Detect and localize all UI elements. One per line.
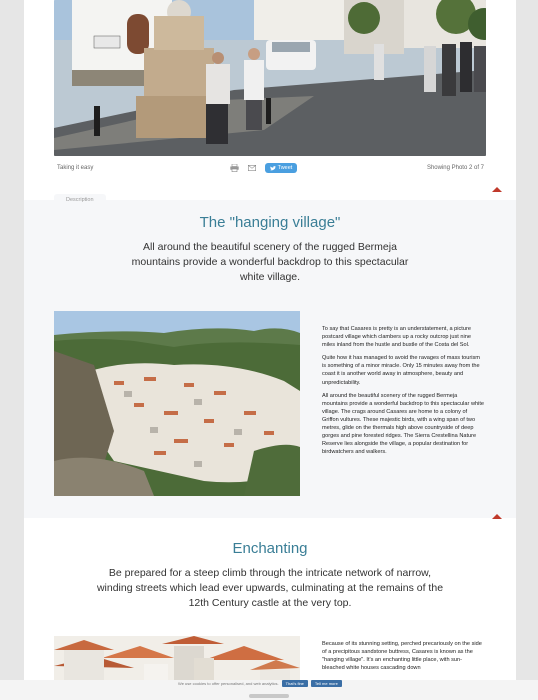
email-icon[interactable]: [248, 165, 256, 171]
back-to-top-arrow-icon[interactable]: [492, 514, 502, 519]
hero-photo[interactable]: [54, 0, 486, 156]
cookie-banner-content: [178, 680, 358, 687]
casares-village-image: [54, 311, 300, 496]
section-lead: Be prepared for a steep climb through the intricate network of narrow, winding streets which lead ever upwards, culminating at the remains of the 12th Century castle at the very top.: [96, 567, 444, 609]
cookie-accept-button[interactable]: That's fine: [282, 680, 308, 687]
cookie-more-button[interactable]: Tell me more: [311, 680, 342, 687]
tweet-label: Tweet: [277, 165, 293, 171]
casares-village-photo[interactable]: [54, 311, 300, 496]
section-title: Enchanting: [232, 540, 308, 557]
back-to-top-arrow-icon[interactable]: [492, 187, 502, 192]
section-title: The "hanging village": [199, 214, 341, 231]
tab-description[interactable]: Description: [54, 194, 106, 206]
tweet-button[interactable]: [265, 163, 297, 173]
home-indicator[interactable]: [249, 694, 289, 698]
print-icon[interactable]: [230, 164, 239, 172]
description-text: [322, 325, 484, 461]
photo-counter: Showing Photo 2 of 7: [426, 165, 484, 171]
paragraph: Because of its stunning setting, perched precariously on the side of a precipitous sandstone buttress, Casares is known as the "hanging village". It's an enchanting little place, with sun-bleached white houses cascading down: [322, 641, 482, 672]
paragraph: To say that Casares is pretty is an understatement, a picture postcard village which clambers up a rocky outcrop just nine miles inland from the hustle and bustle of the Costa del Sol.: [322, 326, 471, 349]
twitter-bird-icon: [270, 166, 276, 171]
cookie-text: We use cookies to offer personalised, and web analytics.: [178, 681, 279, 686]
village-rooftops-image: [54, 636, 300, 680]
enchanting-section: [24, 520, 516, 700]
paragraph: All around the beautiful scenery of the rugged Bermeja mountains provide a wonderful backdrop to this spectacular white village. The crags around Casares are home to a colony of Griffon vultures. These majestic birds, with a wing span of two metres, glide on the thermals high above countryside of deep gorges and pine forested ridges. The Sierra Crestellina Nature Reserve lies alongside the village, a popular destination for birdwatchers and walkers.: [322, 392, 484, 456]
section-lead: All around the beautiful scenery of the rugged Bermeja mountains provide a wonderful backdrop to this spectacular white village.: [131, 241, 409, 283]
hero-photo-image: [54, 0, 486, 156]
photo-caption: Taking it easy: [57, 165, 94, 171]
description-section: [24, 197, 516, 518]
paragraph: Quite how it has managed to avoid the ravages of mass tourism is something of a minor miracle. Only 15 minutes away from the coast it is another world away in atmosphere, beauty and unpredictability.: [322, 355, 480, 386]
photo-meta-bar: [54, 162, 486, 176]
page-content: [24, 0, 516, 700]
village-rooftops-photo[interactable]: [54, 636, 300, 680]
enchanting-text: [322, 640, 484, 677]
